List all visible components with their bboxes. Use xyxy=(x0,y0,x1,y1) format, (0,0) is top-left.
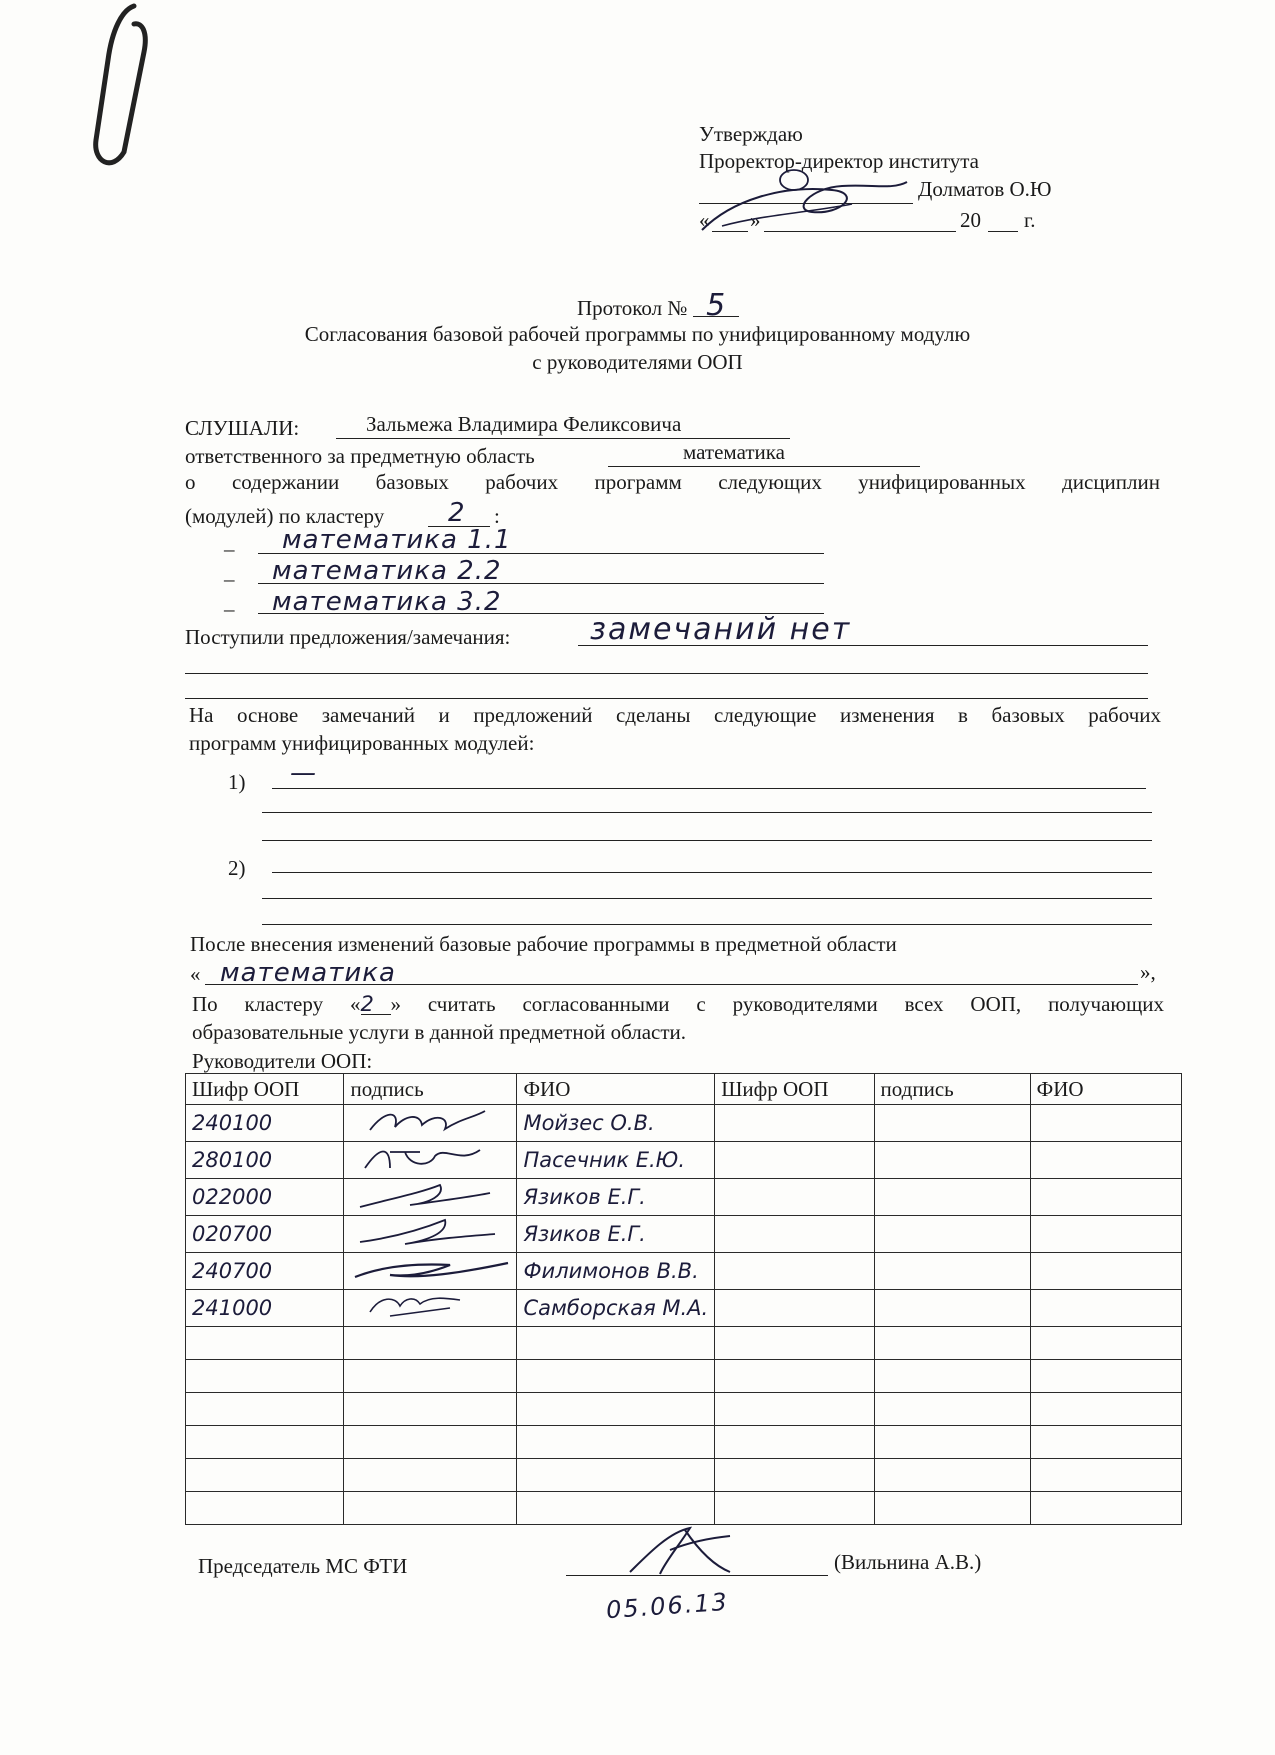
signature xyxy=(350,1253,510,1283)
oop-code: 020700 xyxy=(186,1216,344,1253)
discipline-dash: – xyxy=(224,537,235,561)
change-item-1-value: — xyxy=(290,758,316,788)
approval-date-close-quote: » xyxy=(750,208,761,232)
table-header: Шифр ООП xyxy=(186,1074,344,1105)
oop-fio: Пасечник Е.Ю. xyxy=(517,1142,715,1179)
proposals-label: Поступили предложения/замечания: xyxy=(185,625,511,649)
protocol-number: 5 xyxy=(693,295,739,317)
table-header: подпись xyxy=(874,1074,1030,1105)
table-row xyxy=(186,1142,1182,1179)
table-header-row xyxy=(186,1074,1182,1105)
protocol-line xyxy=(577,288,739,323)
chair-label: Председатель МС ФТИ xyxy=(198,1554,408,1578)
chair-date: 05.06.13 xyxy=(605,1587,730,1625)
table-header: Шифр ООП xyxy=(715,1074,874,1105)
after-open-quote: « xyxy=(190,962,201,986)
after-line: После внесения изменений базовые рабочие программы в предметной области xyxy=(190,932,897,956)
table-row xyxy=(186,1426,1182,1459)
signature-cell xyxy=(344,1105,517,1142)
changes-line: На основе замечаний и предложений сделаны следующие изменения в базовых рабочих xyxy=(189,703,1161,727)
signature-cell xyxy=(344,1290,517,1327)
table-row xyxy=(186,1360,1182,1393)
heads-label: Руководители ООП: xyxy=(192,1049,373,1073)
signature-cell xyxy=(344,1142,517,1179)
changes-line-2: программ унифицированных модулей: xyxy=(189,731,535,755)
cluster-agreement-line-2: образовательные услуги в данной предметной области. xyxy=(192,1020,687,1044)
approval-title: Утверждаю xyxy=(699,122,803,146)
discipline-item: математика 3.2 xyxy=(272,587,502,617)
signature-cell xyxy=(344,1216,517,1253)
discipline-dash: – xyxy=(224,597,235,621)
cluster-label: (модулей) по кластеру xyxy=(185,504,385,528)
table-header: ФИО xyxy=(517,1074,715,1105)
responsible-label: ответственного за предметную область xyxy=(185,444,535,468)
after-value: математика xyxy=(220,958,396,988)
signature xyxy=(350,1142,500,1172)
protocol-label: Протокол № xyxy=(577,296,688,320)
paper-clip-icon xyxy=(82,0,162,175)
protocol-subtitle-2: с руководителями ООП xyxy=(532,350,743,374)
signature xyxy=(350,1290,500,1320)
proposals-value: замечаний нет xyxy=(590,612,852,647)
signature-cell xyxy=(344,1179,517,1216)
table-row xyxy=(186,1492,1182,1525)
oop-code: 240100 xyxy=(186,1105,344,1142)
approval-year: 20 xyxy=(960,208,981,232)
change-item-2-label: 2) xyxy=(228,856,246,880)
oop-fio: Филимонов В.В. xyxy=(517,1253,715,1290)
oop-fio: Язиков Е.Г. xyxy=(517,1216,715,1253)
cluster-agreement-number: 2 xyxy=(361,994,391,1015)
heard-name: Зальмежа Владимира Феликсовича xyxy=(366,412,682,436)
chair-name: (Вильнина А.В.) xyxy=(834,1550,982,1574)
responsible-value: математика xyxy=(683,440,785,464)
chair-signature xyxy=(610,1522,740,1582)
change-item-1-label: 1) xyxy=(228,770,246,794)
table-row xyxy=(186,1216,1182,1253)
table-header: ФИО xyxy=(1030,1074,1181,1105)
table-row xyxy=(186,1327,1182,1360)
approval-year-suffix: г. xyxy=(1024,208,1036,232)
approval-position: Проректор-директор института xyxy=(699,149,979,173)
approval-signature xyxy=(692,160,922,240)
table-row xyxy=(186,1179,1182,1216)
approval-name: Долматов О.Ю xyxy=(918,177,1052,201)
cluster-number: 2 xyxy=(448,498,465,528)
signature xyxy=(350,1216,500,1246)
cluster-colon: : xyxy=(494,504,500,528)
protocol-subtitle: Согласования базовой рабочей программы по унифицированному модулю xyxy=(304,322,971,346)
oop-fio: Мойзес О.В. xyxy=(517,1105,715,1142)
discipline-item: математика 1.1 xyxy=(282,525,512,555)
oop-code: 022000 xyxy=(186,1179,344,1216)
table-header: подпись xyxy=(344,1074,517,1105)
oop-code: 280100 xyxy=(186,1142,344,1179)
signature xyxy=(350,1179,500,1209)
signature xyxy=(350,1105,500,1135)
oop-fio: Язиков Е.Г. xyxy=(517,1179,715,1216)
oop-fio: Самборская М.А. xyxy=(517,1290,715,1327)
heard-label: СЛУШАЛИ: xyxy=(185,416,300,440)
table-row xyxy=(186,1290,1182,1327)
cluster-agreement-line: По кластеру «2 » считать согласованными с руководителями всех ООП, получающих xyxy=(192,992,1164,1016)
table-row xyxy=(186,1253,1182,1290)
table-row xyxy=(186,1105,1182,1142)
signature-cell xyxy=(344,1253,517,1290)
oop-code: 240700 xyxy=(186,1253,344,1290)
after-close-quote: », xyxy=(1140,960,1156,984)
discipline-dash: – xyxy=(224,567,235,591)
approval-date-open-quote: « xyxy=(699,208,710,232)
discipline-item: математика 2.2 xyxy=(272,556,502,586)
table-row xyxy=(186,1393,1182,1426)
table-row xyxy=(186,1459,1182,1492)
oop-code: 241000 xyxy=(186,1290,344,1327)
content-line: о содержании базовых рабочих программ следующих унифицированных дисциплин xyxy=(185,470,1160,494)
oop-table xyxy=(185,1073,1182,1525)
